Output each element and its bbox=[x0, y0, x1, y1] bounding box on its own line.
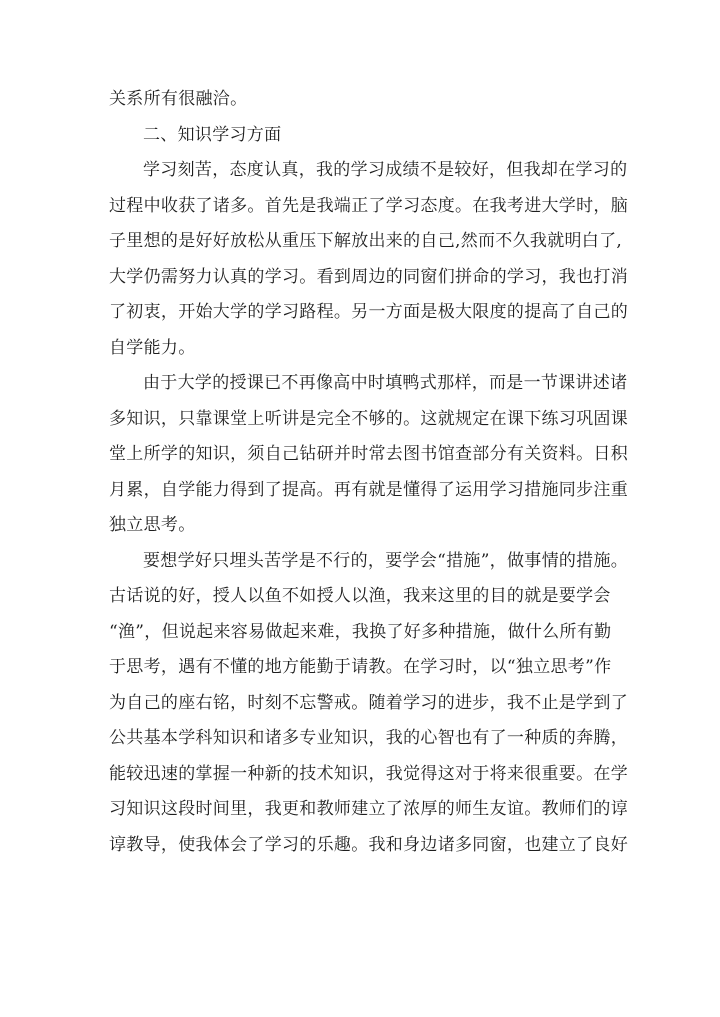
text-line: 于思考，遇有不懂的地方能勤于请教。在学习时，以“独立思考”作 bbox=[109, 657, 612, 677]
document-body bbox=[109, 82, 629, 863]
text-line: 关系所有很融洽。 bbox=[109, 89, 248, 109]
text-line: 由于大学的授课已不再像高中时填鸭式那样，而是一节课讲述诸 bbox=[143, 373, 628, 393]
text-line: 古话说的好，授人以鱼不如授人以渔，我来这里的目的就是要学会 bbox=[109, 586, 611, 606]
text-line: “渔”，但说起来容易做起来难，我换了好多种措施，做什么所有勤 bbox=[109, 621, 612, 642]
text-line: 子里想的是好好放松从重压下解放出来的自己,然而不久我就明白了, bbox=[109, 231, 623, 251]
text-line: 堂上所学的知识，须自己钻研并时常去图书馆查部分有关资料。日积 bbox=[109, 444, 628, 464]
paragraph-4 bbox=[109, 366, 628, 544]
paragraph-3 bbox=[109, 153, 628, 366]
section-heading bbox=[109, 118, 611, 154]
text-line: 为自己的座右铭，时刻不忘警戒。随着学习的进步，我不止是学到了 bbox=[109, 692, 628, 713]
text-line: 公共基本学科知识和诸多专业知识，我的心智也有了一种质的奔腾， bbox=[109, 728, 628, 748]
text-line: 独立思考。 bbox=[109, 515, 196, 535]
text-line: 过程中收获了诸多。首先是我端正了学习态度。在我考进大学时，脑 bbox=[109, 195, 628, 216]
paragraph-5 bbox=[109, 544, 629, 864]
text-line: 月累，自学能力得到了提高。再有就是懂得了运用学习措施同步注重 bbox=[109, 479, 628, 500]
text-line: 自学能力。 bbox=[109, 337, 196, 358]
text-line: 了初衷，开始大学的学习路程。另一方面是极大限度的提高了自己的 bbox=[109, 302, 628, 322]
text-line: 要想学好只埋头苦学是不行的，要学会“措施”，做事情的措施。 bbox=[143, 550, 629, 571]
text-line: 学习刻苦，态度认真，我的学习成绩不是较好，但我却在学习的 bbox=[143, 160, 628, 180]
paragraph-1 bbox=[109, 82, 611, 118]
text-line: 能较迅速的掌握一种新的技术知识，我觉得这对于将来很重要。在学 bbox=[109, 763, 628, 784]
text-line: 谆教导，使我体会了学习的乐趣。我和身边诸多同窗，也建立了良好 bbox=[109, 834, 628, 855]
text-line: 习知识这段时间里，我更和教师建立了浓厚的师生友谊。教师们的谆 bbox=[109, 799, 628, 819]
text-line: 二、知识学习方面 bbox=[143, 124, 282, 145]
text-line: 多知识，只靠课堂上听讲是完全不够的。这就规定在课下练习巩固课 bbox=[109, 408, 628, 429]
text-line: 大学仍需努力认真的学习。看到周边的同窗们拼命的学习，我也打消 bbox=[109, 266, 628, 287]
